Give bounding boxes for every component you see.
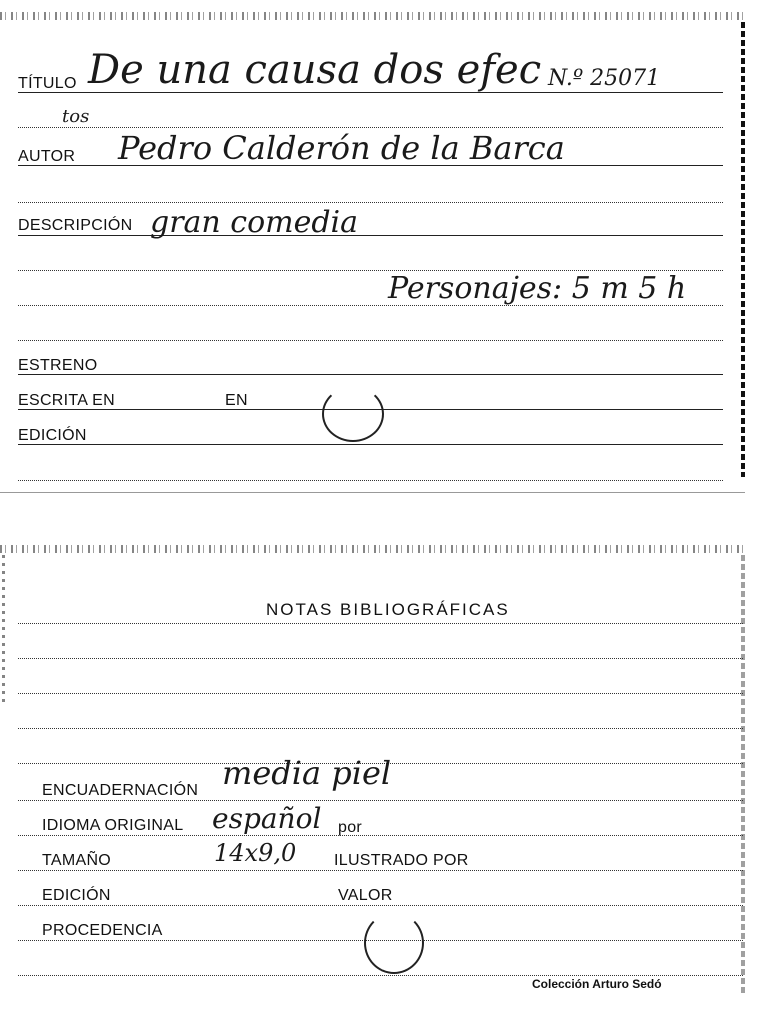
procedencia-label: PROCEDENCIA (42, 922, 163, 939)
encuadernacion-label: ENCUADERNACIÓN (42, 782, 199, 799)
estreno-label: ESTRENO (18, 357, 98, 374)
encuadernacion-rule (18, 800, 743, 801)
ruled-line (18, 480, 723, 481)
card-number-handwriting: N.º 25071 (548, 66, 661, 91)
tamano-handwriting: 14x9,0 (214, 839, 297, 867)
ruled-line (18, 340, 723, 341)
punch-hole (322, 386, 384, 442)
autor-handwriting: Pedro Calderón de la Barca (118, 129, 565, 167)
notas-heading: NOTAS BIBLIOGRÁFICAS (266, 600, 510, 619)
descripcion-rule (18, 235, 723, 236)
descripcion-handwriting: gran comedia (150, 205, 359, 240)
card-top-edge (0, 545, 745, 553)
autor-label: AUTOR (18, 148, 76, 165)
valor-label: VALOR (338, 887, 393, 904)
ruled-line (18, 693, 743, 694)
card-right-edge (741, 555, 745, 995)
ruled-line (18, 127, 723, 128)
ruled-line (18, 623, 743, 624)
titulo-continuation-handwriting: tos (62, 106, 90, 127)
tamano-label: TAMAÑO (42, 852, 112, 869)
en-label: EN (225, 392, 248, 409)
idioma-handwriting: español (212, 802, 322, 835)
edicion-rule (18, 444, 723, 445)
collection-credit: Colección Arturo Sedó (532, 977, 662, 991)
estreno-rule (18, 374, 723, 375)
card-top-edge (0, 12, 745, 20)
card-right-edge (741, 22, 745, 477)
idioma-rule (18, 835, 743, 836)
card-separator (0, 492, 745, 493)
encuadernacion-handwriting: media piel (222, 754, 392, 792)
ruled-line (18, 728, 743, 729)
titulo-handwriting: De una causa dos efec (88, 47, 542, 93)
ruled-line (18, 202, 723, 203)
idioma-label: IDIOMA ORIGINAL (42, 817, 184, 834)
escrita-en-label: ESCRITA EN (18, 392, 115, 409)
catalog-card-back (0, 545, 745, 1005)
ilustrado-label: ILUSTRADO POR (334, 852, 469, 869)
edicion-rule (18, 905, 743, 906)
ruled-line (18, 658, 743, 659)
titulo-label: TÍTULO (18, 75, 77, 92)
edicion-label: EDICIÓN (18, 427, 87, 444)
descripcion-label: DESCRIPCIÓN (18, 217, 133, 234)
punch-hole (364, 912, 424, 974)
personajes-handwriting: Personajes: 5 m 5 h (388, 271, 687, 306)
edicion-label: EDICIÓN (42, 887, 111, 904)
card-left-edge (2, 555, 5, 705)
catalog-card-front (0, 12, 745, 487)
ruled-line (18, 975, 743, 976)
tamano-rule (18, 870, 743, 871)
por-label: por (338, 819, 363, 836)
